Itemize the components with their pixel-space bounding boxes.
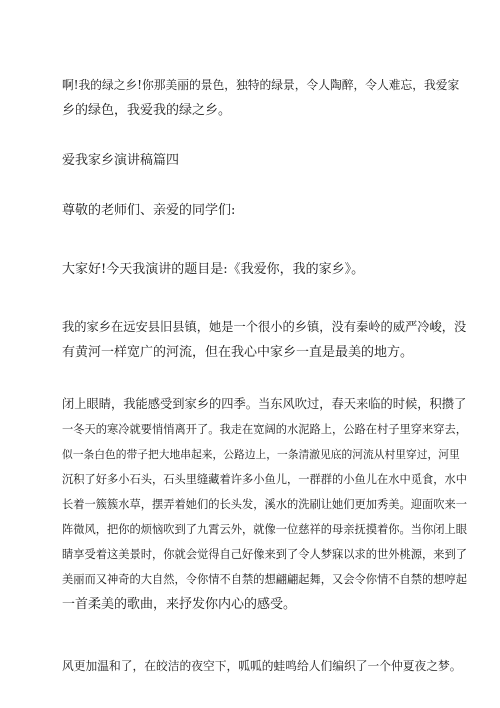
text-line: 睛享受着这美景时，你就会觉得自己好像来到了令人梦寐以求的世外桃源，来到了	[62, 548, 467, 561]
paragraph-greeting	[62, 257, 467, 282]
paragraph-salutation	[62, 198, 467, 223]
text-line: 尊敬的老师们、亲爱的同学们:	[62, 203, 236, 218]
text-line: 有黄河一样宽广的河流，但在我心中家乡一直是最美的地方。	[62, 345, 414, 360]
text-line: 乡的绿色，我爱我的绿之乡。	[62, 103, 232, 118]
text-line: 长着一簇簇水草，摆弄着她们的长头发，溪水的洗刷让她们更加秀美。迎面吹来一	[62, 498, 467, 511]
text-line: 我的家乡在远安县旧县镇，她是一个很小的乡镇，没有秦岭的威严冷峻，没	[62, 320, 467, 334]
text-line: 似一条白色的带子把大地串起来，公路边上，一条清澈见底的河流从村里穿过，河里	[62, 448, 460, 461]
text-line: 闭上眼睛，我能感受到家乡的四季。当东风吹过，春天来临的时候，积攒了	[62, 397, 467, 411]
paragraph-hometown-intro	[62, 315, 467, 365]
paragraph-summer-night	[62, 654, 467, 679]
heading-text: 爱我家乡演讲稿篇四	[62, 153, 180, 168]
text-line: 一冬天的寒冷就要悄悄离开了。我走在宽阔的水泥路上，公路在村子里穿来穿去，	[62, 423, 467, 436]
text-line: 阵微风，把你的烦恼吹到了九霄云外，就像一位慈祥的母亲抚摸着你。当你闭上眼	[62, 523, 467, 536]
text-line: 大家好!今天我演讲的题目是:《我爱你，我的家乡》。	[62, 262, 365, 277]
text-line: 沉积了好多小石头，石头里缝藏着许多小鱼儿，一群群的小鱼儿在水中觅食，水中	[62, 473, 467, 486]
paragraph-four-seasons	[62, 392, 467, 617]
paragraph-green-hometown	[62, 73, 467, 123]
text-line: 一首柔美的歌曲，来抒发你内心的感受。	[62, 597, 297, 612]
text-line: 啊!我的绿之乡!你那美丽的景色，独特的绿景，令人陶醉，令人难忘，我爱家	[62, 78, 460, 92]
section-heading	[62, 148, 467, 173]
text-line: 风更加温和了，在皎洁的夜空下，呱呱的蛙鸣给人们编织了一个仲夏夜之梦。	[62, 659, 462, 673]
text-line: 美丽而又神奇的大自然，令你情不自禁的想翩翩起舞，又会令你情不自禁的想哼起	[62, 573, 467, 586]
